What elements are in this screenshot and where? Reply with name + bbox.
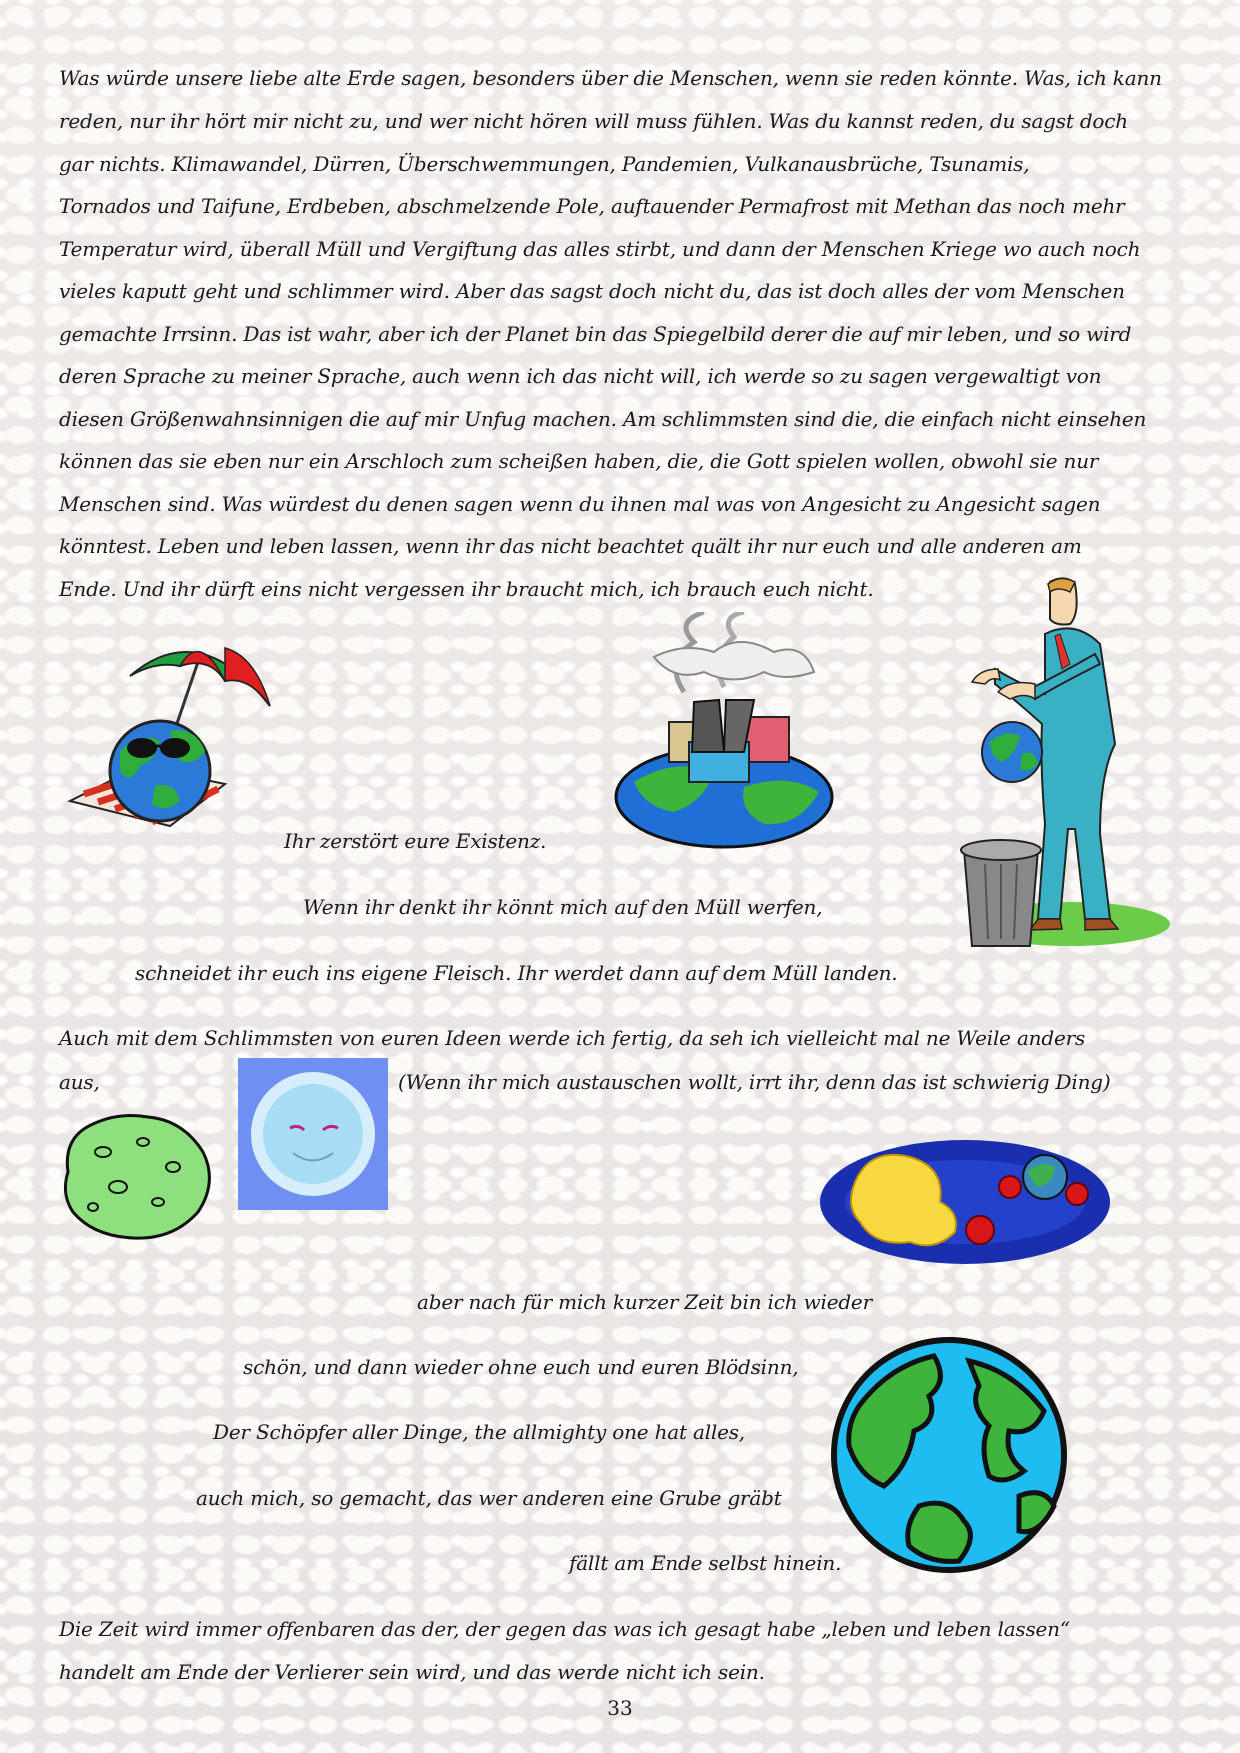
boxing-planets-illustration: [815, 1132, 1115, 1272]
paragraph-line: könntest. Leben und leben lassen, wenn ihr das nicht beachtet quält ihr nur euch und alle anderen am: [59, 534, 1082, 558]
line-grube: auch mich, so gemacht, das wer anderen eine Grube gräbt: [196, 1486, 782, 1510]
paragraph-line: gar nichts. Klimawandel, Dürren, Überschwemmungen, Pandemien, Vulkanausbrüche, Tsunamis,: [59, 152, 1030, 176]
line-final-2: handelt am Ende der Verlierer sein wird, und das werde nicht ich sein.: [59, 1660, 765, 1684]
paragraph-line: Temperatur wird, überall Müll und Vergiftung das alles stirbt, und dann der Menschen Kriege wo auch noch: [59, 237, 1141, 261]
line-ideen-2: aus,: [59, 1070, 100, 1094]
line-ideen-1: Auch mit dem Schlimmsten von euren Ideen werde ich fertig, da seh ich vielleicht mal ne Weile anders: [59, 1026, 1086, 1050]
line-final-1: Die Zeit wird immer offenbaren das der, der gegen das was ich gesagt habe „leben und leben lassen“: [59, 1617, 1070, 1641]
page-number: 33: [607, 1696, 633, 1720]
paragraph-line: reden, nur ihr hört mir nicht zu, und wer nicht hören will muss fühlen. Was du kannst reden, du sagst doch: [59, 109, 1128, 133]
paragraph-line: Ende. Und ihr dürft eins nicht vergessen ihr braucht mich, ich brauch euch nicht.: [59, 577, 874, 601]
paragraph-line: gemachte Irrsinn. Das ist wahr, aber ich der Planet bin das Spiegelbild derer die auf mir leben, und so wird: [59, 322, 1132, 346]
line-schoepfer: Der Schöpfer aller Dinge, the allmighty one hat alles,: [213, 1420, 745, 1444]
line-fleisch: schneidet ihr euch ins eigene Fleisch. Ihr werdet dann auf dem Müll landen.: [135, 961, 898, 985]
green-planet-illustration: [58, 1112, 224, 1242]
man-throwing-earth-illustration: [950, 574, 1170, 948]
line-existenz: Ihr zerstört eure Existenz.: [284, 829, 547, 853]
line-schoen: schön, und dann wieder ohne euch und euren Blödsinn,: [243, 1355, 799, 1379]
paragraph-line: Menschen sind. Was würdest du denen sagen wenn du ihnen mal was von Angesicht zu Angesicht sagen: [59, 492, 1101, 516]
line-kurzer-zeit: aber nach für mich kurzer Zeit bin ich wieder: [417, 1290, 872, 1314]
polluted-earth-illustration: [614, 612, 840, 850]
line-muell-werfen: Wenn ihr denkt ihr könnt mich auf den Müll werfen,: [303, 895, 823, 919]
paragraph-line: Was würde unsere liebe alte Erde sagen, besonders über die Menschen, wenn sie reden könnte. Was, ich kann: [59, 66, 1162, 90]
paragraph-line: deren Sprache zu meiner Sprache, auch wenn ich das nicht will, ich werde so zu sagen vergewaltigt von: [59, 364, 1102, 388]
line-hinein: fällt am Ende selbst hinein.: [569, 1551, 842, 1575]
paragraph-line: diesen Größenwahnsinnigen die auf mir Unfug machen. Am schlimmsten sind die, die einfach nicht einsehen: [59, 407, 1147, 431]
earth-beach-illustration: [60, 636, 285, 832]
line-austauschen: (Wenn ihr mich austauschen wollt, irrt ihr, denn das ist schwierig Ding): [398, 1070, 1111, 1094]
blue-sun-illustration: [238, 1058, 388, 1210]
paragraph-line: Tornados und Taifune, Erdbeben, abschmelzende Pole, auftauender Permafrost mit Methan das noch mehr: [59, 194, 1125, 218]
paragraph-line: vieles kaputt geht und schlimmer wird. Aber das sagst doch nicht du, das ist doch alles der vom Menschen: [59, 279, 1125, 303]
paragraph-line: können das sie eben nur ein Arschloch zum scheißen haben, die, die Gott spielen wollen, obwohl sie nur: [59, 449, 1099, 473]
earth-globe-illustration: [829, 1336, 1069, 1574]
